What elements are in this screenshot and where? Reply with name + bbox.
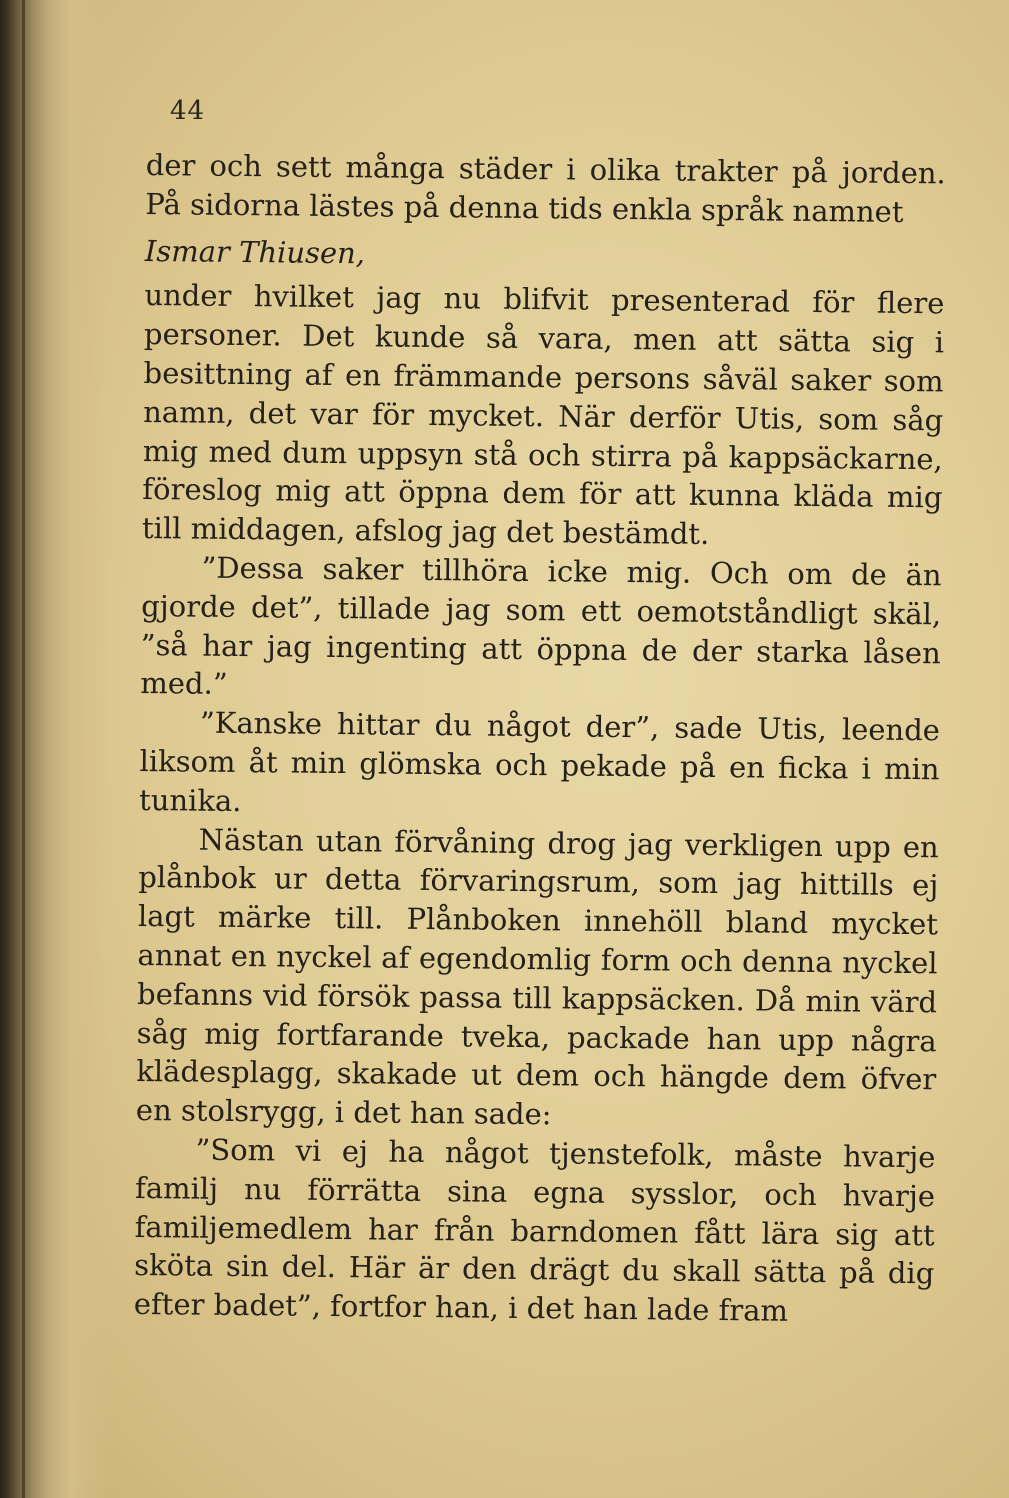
name-heading: Ismar Thiusen, (144, 233, 366, 270)
spine-shadow (22, 0, 25, 1498)
paragraph-1: under hvilket jag nu blifvit presenterad för flere personer. Det kunde så vara, men att sätta sig i besittning af en främmande persons såväl saker som namn, det var för mycket. När derför Utis, som såg mig med dum uppsyn stå och stirra på kappsäckarne, föreslog mig att öppna dem för att kunna kläda mig till middagen, afslog jag det bestämdt. (141, 278, 945, 552)
paragraph-5: ”Som vi ej ha något tjenstefolk, måste hvarje familj nu förrätta sina egna sysslor, och hvarje familjemedlem har från barndomen fått lära sig att sköta sin del. Här är den drägt du skall sätta på dig efter badet”, fortfor han, i det han lade fram (133, 1132, 936, 1328)
body-text (134, 146, 946, 1332)
paragraph-4: Nästan utan förvåning drog jag verkligen upp en plånbok ur detta förvaringsrum, som jag hittills ej lagt märke till. Plånboken innehöll bland mycket annat en nyckel af egendomlig form och denna nyckel befanns vid försök passa till kappsäcken. Då min värd såg mig fortfarande tveka, packade han upp några klädesplagg, skakade ut dem och hängde dem öfver en stolsrygg, i det han sade: (135, 822, 939, 1132)
paragraph-2: ”Dessa saker tillhöra icke mig. Och om de än gjorde det”, tillade jag som ett oemotståndligt skäl, ”så har jag ingenting att öppna de der starka låsen med.” (140, 550, 942, 702)
paragraph-intro: der och sett många städer i olika trakter på jorden. På sidorna lästes på denna tids enkla språk namnet (145, 147, 946, 229)
page-number: 44 (170, 96, 206, 126)
book-gutter (0, 0, 110, 1498)
paragraph-3: ”Kanske hittar du något der”, sade Utis, leende liksom åt min glömska och pekade på en ficka i min tunika. (138, 705, 941, 818)
